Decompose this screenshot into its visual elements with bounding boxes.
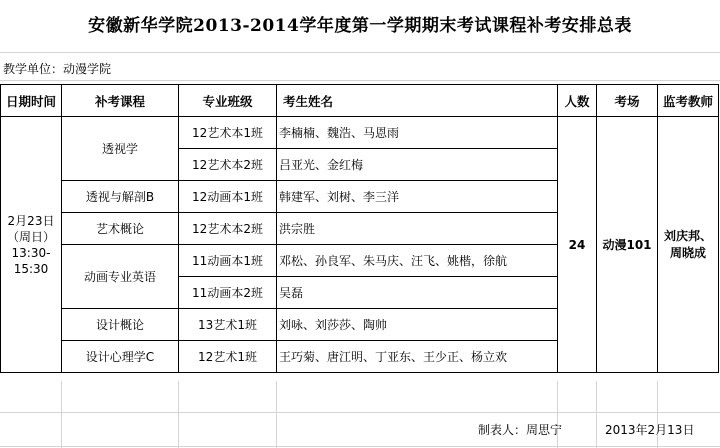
class-name: 12动画本1班: [179, 181, 277, 213]
student-names: 洪宗胜: [277, 213, 558, 245]
student-names: 李楠楠、魏浩、马恩雨: [277, 117, 558, 149]
class-name: 12艺术本2班: [179, 213, 277, 245]
header-proctor: 监考教师: [658, 85, 719, 117]
class-name: 12艺术本1班: [179, 117, 277, 149]
table-date: 2013年2月13日: [605, 423, 695, 437]
header-count: 人数: [558, 85, 597, 117]
page-title: 安徽新华学院2013-2014学年度第一学期期末考试课程补考安排总表: [88, 16, 632, 36]
table-header-row: [1, 85, 719, 117]
course-name: 透视与解剖B: [62, 181, 179, 213]
course-name: 艺术概论: [62, 213, 179, 245]
teaching-unit-label: 教学单位：动漫学院: [3, 62, 112, 76]
table-maker: 制表人：周思宁: [478, 423, 563, 437]
student-count: 24: [558, 117, 597, 373]
class-name: 11动画本2班: [179, 277, 277, 309]
exam-room: 动漫101: [597, 117, 658, 373]
grid-line: [61, 381, 62, 448]
student-names: 吴磊: [277, 277, 558, 309]
class-name: 11动画本1班: [179, 245, 277, 277]
course-name: 动画专业英语: [62, 245, 179, 309]
grid-line: [0, 446, 720, 447]
class-name: 12艺术1班: [179, 341, 277, 373]
grid-line: [0, 412, 720, 413]
session-datetime-cell: [1, 117, 62, 373]
grid-line: [596, 381, 597, 448]
class-name: 12艺术本2班: [179, 149, 277, 181]
header-date: 日期时间: [1, 85, 62, 117]
grid-line: [178, 381, 179, 448]
course-name: 透视学: [62, 117, 179, 181]
exam-schedule-table: [0, 84, 719, 373]
student-names: 刘咏、刘莎莎、陶帅: [277, 309, 558, 341]
grid-line: [276, 381, 277, 448]
header-class: 专业班级: [179, 85, 277, 117]
student-names: 王巧菊、唐江明、丁亚东、王少正、杨立欢: [277, 341, 558, 373]
course-name: 设计概论: [62, 309, 179, 341]
header-course: 补考课程: [62, 85, 179, 117]
header-room: 考场: [597, 85, 658, 117]
header-students: 考生姓名: [277, 85, 558, 117]
course-name: 设计心理学C: [62, 341, 179, 373]
proctor-line-1: 刘庆邦、: [663, 228, 712, 243]
proctor-cell: [658, 117, 719, 373]
session-time-end: 15:30: [13, 261, 49, 276]
student-names: 韩建军、刘树、李三洋: [277, 181, 558, 213]
grid-line: [0, 52, 720, 53]
class-name: 13艺术1班: [179, 309, 277, 341]
student-names: 吕亚光、金红梅: [277, 149, 558, 181]
table-row: [1, 117, 719, 149]
student-names: 邓松、孙良军、朱马庆、汪飞、姚楷，徐航: [277, 245, 558, 277]
session-time-start: 13:30-: [11, 245, 51, 260]
session-weekday: （周日）: [6, 229, 55, 244]
proctor-line-2: 周晓成: [669, 245, 706, 260]
session-date: 2月23日: [7, 213, 55, 228]
grid-line: [0, 80, 720, 81]
